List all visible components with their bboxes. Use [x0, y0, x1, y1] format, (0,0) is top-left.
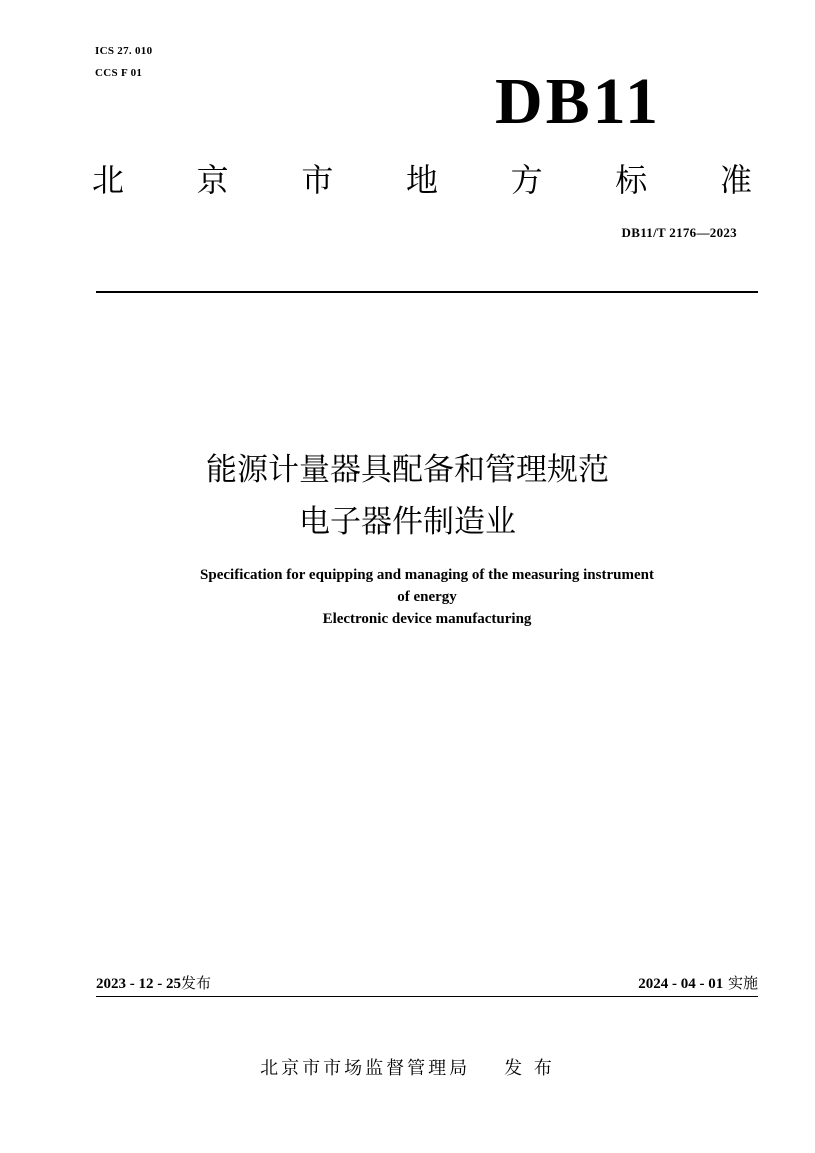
title-en-line1: Specification for equipping and managing of the measuring instrument — [200, 567, 654, 583]
title-cn-line1: 能源计量器具配备和管理规范 — [206, 452, 609, 488]
standard-number: DB11/T 2176—2023 — [621, 225, 737, 240]
implement-date-block — [638, 972, 758, 993]
standard-type-char: 京 — [196, 161, 229, 199]
standard-type-char: 地 — [405, 161, 438, 199]
standard-type-char: 市 — [301, 161, 334, 199]
classification-codes — [95, 40, 152, 84]
publish-date-block — [96, 972, 211, 993]
standard-type-char: 方 — [510, 161, 543, 199]
implement-date: 2024 - 04 - 01 — [638, 976, 724, 992]
title-cn-line2: 电子器件制造业 — [299, 504, 516, 540]
bottom-divider — [96, 996, 758, 997]
ics-code: ICS 27. 010 — [95, 45, 153, 57]
publish-label: 发布 — [181, 974, 212, 992]
standard-type-char: 准 — [719, 161, 752, 199]
ccs-code: CCS F 01 — [95, 67, 143, 79]
publish-date: 2023 - 12 - 25 — [96, 976, 181, 992]
standard-type-char: 北 — [92, 161, 125, 199]
issuer-line — [0, 1054, 815, 1080]
implement-label: 实施 — [727, 974, 758, 992]
standard-type-char: 标 — [615, 161, 648, 199]
standard-brand: DB11 — [495, 65, 662, 138]
title-en-line3: Electronic device manufacturing — [322, 611, 532, 627]
top-divider — [96, 291, 758, 293]
issuer-name: 北京市市场监督管理局 — [260, 1058, 471, 1079]
issuer-action: 发 布 — [504, 1058, 555, 1079]
standard-type-heading — [92, 158, 752, 202]
title-en-line2: of energy — [397, 589, 457, 605]
